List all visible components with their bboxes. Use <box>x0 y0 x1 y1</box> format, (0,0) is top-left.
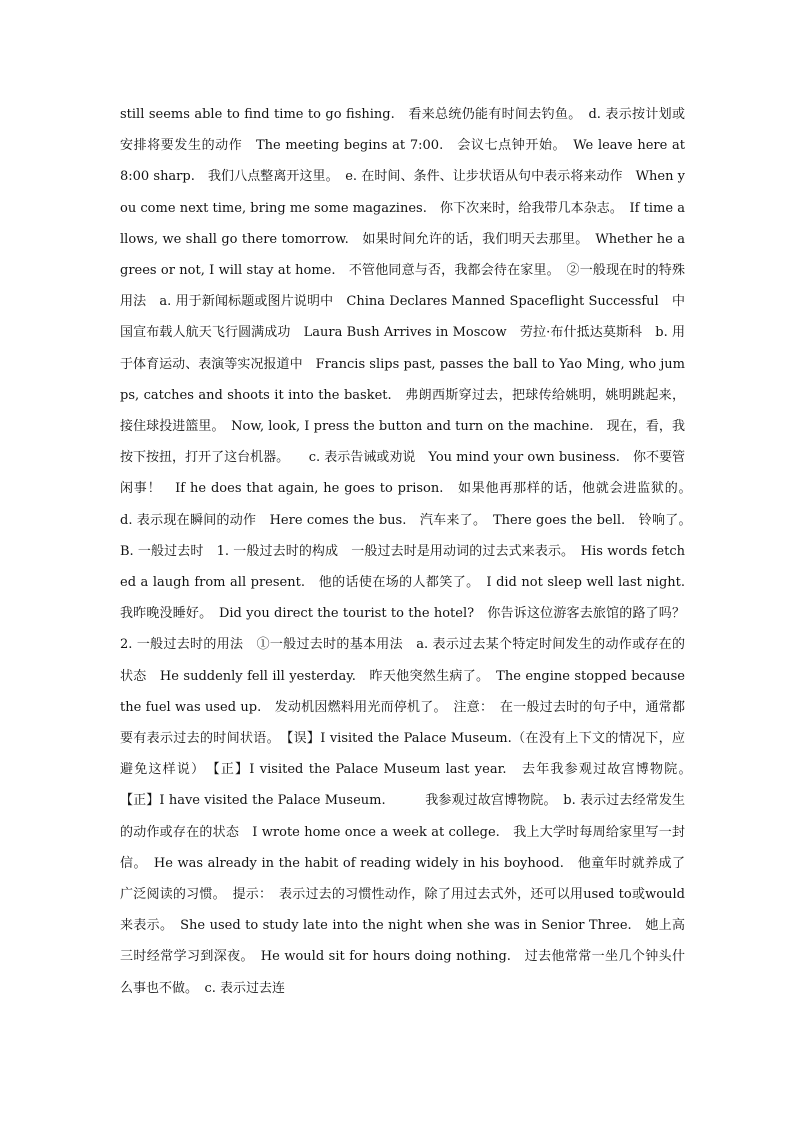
body-paragraph: still seems able to find time to go fishing. 看来总统仍能有时间去钓鱼。 d. 表示按计划或安排将要发生的动作 The meeting begins at 7:00. 会议七点钟开始。 We leave here at 8:00 sharp. 我们八点整离开这里。 e. 在时间、条件、让步状语从句中表示将来动作 When you come next time, bring me some magazines. 你下次来时，给我带几本杂志。 If time allows, we shall go there tomorrow. 如果时间允许的话，我们明天去那里。 Whether he agrees or not, I will stay at home. 不管他同意与否，我都会待在家里。 ②一般现在时的特殊用法 a. 用于新闻标题或图片说明中 China Declares Manned Spaceflight Successful 中国宣布载人航天飞行圆满成功 Laura Bush Arrives in Moscow 劳拉·布什抵达莫斯科 b. 用于体育运动、表演等实况报道中 Francis slips past, passes the ball to Yao Ming, who jumps, catches and shoots it into the basket. 弗朗西斯穿过去，把球传给姚明，姚明跳起来，接住球投进篮里。 Now, look, I press the button and turn on the machine. 现在，看，我按下按扭，打开了这台机器。 c. 表示告诫或劝说 You mind your own business. 你不要管闲事！ If he does that again, he goes to prison. 如果他再那样的话，他就会进监狱的。 d. 表示现在瞬间的动作 Here comes the bus. 汽车来了。 There goes the bell. 铃响了。 B. 一般过去时 1. 一般过去时的构成 一般过去时是用动词的过去式来表示。 His words fetched a laugh from all present. 他的话使在场的人都笑了。 I did not sleep well last night. 我昨晚没睡好。 Did you direct the tourist to the hotel? 你告诉这位游客去旅馆的路了吗？ 2. 一般过去时的用法 ①一般过去时的基本用法 a. 表示过去某个特定时间发生的动作或存在的状态 He suddenly fell ill yesterday. 昨天他突然生病了。 The engine stopped because the fuel was used up. 发动机因燃料用光而停机了。 注意： 在一般过去时的句子中，通常都要有表示过去的时间状语。 【误】I visited the Palace Museum.（在没有上下文的情况下，应避免这样说） 【正】I visited the Palace Museum last year. 去年我参观过故宫博物院。 【正】I have visited the Palace Museum. 我参观过故宫博物院。 b. 表示过去经常发生的动作或存在的状态 I wrote home once a week at college. 我上大学时每周给家里写一封信。 He was already in the habit of reading widely in his boyhood. 他童年时就养成了广泛阅读的习惯。 提示： 表示过去的习惯性动作，除了用过去式外，还可以用used to或would来表示。 She used to study late into the night when she was in Senior Three. 她上高三时经常学习到深夜。 He would sit for hours doing nothing. 过去他常常一坐几个钟头什么事也不做。 c. 表示过去连 <box>120 107 699 996</box>
